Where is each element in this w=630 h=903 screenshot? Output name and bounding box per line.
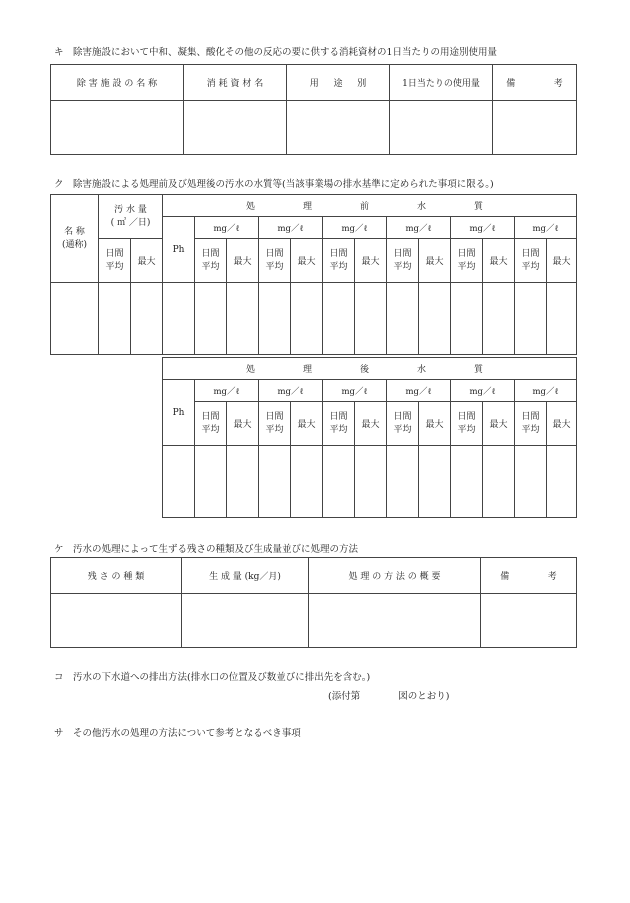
max-label: 最大 xyxy=(547,402,577,446)
after-title: 処 理 後 水 質 xyxy=(163,358,577,380)
unit-label: mg／ℓ xyxy=(259,380,323,402)
table-cell[interactable] xyxy=(287,101,390,155)
unit-label: mg／ℓ xyxy=(387,380,451,402)
flow-max: 最大 xyxy=(131,239,163,283)
section-sa-heading: サ その他汚水の処理の方法について参考となるべき事項 xyxy=(54,728,301,739)
residue-table xyxy=(50,557,577,648)
table-cell[interactable] xyxy=(51,283,99,355)
table-cell[interactable] xyxy=(323,446,355,518)
table-cell[interactable] xyxy=(547,283,577,355)
daily-avg-label: 日間 平均 xyxy=(451,239,483,283)
table-cell[interactable] xyxy=(387,283,419,355)
unit-label: mg／ℓ xyxy=(515,380,577,402)
name-label: 名 称 xyxy=(64,226,85,237)
col-amount: 生 成 量 (kg／月) xyxy=(182,558,309,594)
table-cell[interactable] xyxy=(182,594,309,648)
table-cell[interactable] xyxy=(387,446,419,518)
table-cell[interactable] xyxy=(390,101,493,155)
table-cell[interactable] xyxy=(515,446,547,518)
unit-label: mg／ℓ xyxy=(323,217,387,239)
name-sub-label: (通称) xyxy=(61,239,88,250)
table-cell[interactable] xyxy=(451,446,483,518)
daily-avg-label: 日間 平均 xyxy=(387,239,419,283)
max-label: 最大 xyxy=(419,239,451,283)
table-cell[interactable] xyxy=(51,101,184,155)
daily-avg-label: 日間 平均 xyxy=(515,402,547,446)
max-label: 最大 xyxy=(355,402,387,446)
unit-label: mg／ℓ xyxy=(515,217,577,239)
max-label: 最大 xyxy=(355,239,387,283)
table-cell[interactable] xyxy=(309,594,481,648)
col-remarks: 備 考 xyxy=(481,558,577,594)
daily-avg-label: 日間 平均 xyxy=(195,239,227,283)
daily-avg-label: 日間 平均 xyxy=(387,402,419,446)
table-cell[interactable] xyxy=(163,446,195,518)
daily-avg-label: 日間 平均 xyxy=(451,402,483,446)
table-cell[interactable] xyxy=(195,446,227,518)
table-cell[interactable] xyxy=(131,283,163,355)
daily-avg-label: 日間 平均 xyxy=(323,239,355,283)
table-cell[interactable] xyxy=(323,283,355,355)
col-material-name: 消 耗 資 材 名 xyxy=(184,65,287,101)
table-cell[interactable] xyxy=(291,446,323,518)
daily-avg-label: 日間 平均 xyxy=(259,239,291,283)
table-cell[interactable] xyxy=(419,283,451,355)
daily-avg-label: 日間 平均 xyxy=(323,402,355,446)
water-quality-before-table xyxy=(50,194,577,355)
table-cell[interactable] xyxy=(163,283,195,355)
col-method: 処 理 の 方 法 の 概 要 xyxy=(309,558,481,594)
col-remarks: 備 考 xyxy=(493,65,577,101)
flow-header xyxy=(99,195,163,239)
consumables-table xyxy=(50,64,577,155)
table-cell[interactable] xyxy=(483,446,515,518)
daily-avg-label: 日間 平均 xyxy=(515,239,547,283)
ph-label: Ph xyxy=(163,217,195,283)
before-title: 処 理 前 水 質 xyxy=(163,195,577,217)
daily-avg-label: 日間 平均 xyxy=(195,402,227,446)
max-label: 最大 xyxy=(291,402,323,446)
max-label: 最大 xyxy=(483,239,515,283)
table-cell[interactable] xyxy=(291,283,323,355)
col-daily-usage: 1日当たりの使用量 xyxy=(390,65,493,101)
table-cell[interactable] xyxy=(51,594,182,648)
section-ki-heading: キ 除害施設において中和、凝集、酸化その他の反応の要に供する消耗資材の1日当たりの用途別使用量 xyxy=(54,47,498,58)
unit-label: mg／ℓ xyxy=(195,217,259,239)
flow-unit: ( ㎥ ／日) xyxy=(110,217,151,228)
attachment-note: (添付第 図のとおり) xyxy=(328,691,450,702)
ph-label: Ph xyxy=(163,380,195,446)
table-cell[interactable] xyxy=(227,283,259,355)
col-use: 用 途 別 xyxy=(287,65,390,101)
max-label: 最大 xyxy=(227,239,259,283)
max-label: 最大 xyxy=(227,402,259,446)
section-ko-heading: コ 汚水の下水道への排出方法(排水口の位置及び数並びに排出先を含む。) xyxy=(54,672,371,683)
table-cell[interactable] xyxy=(515,283,547,355)
section-ku-heading: ク 除害施設による処理前及び処理後の汚水の水質等(当該事業場の排水基準に定められた事項に限る。) xyxy=(54,179,494,190)
table-cell[interactable] xyxy=(99,283,131,355)
unit-label: mg／ℓ xyxy=(451,380,515,402)
name-header xyxy=(51,195,99,283)
table-cell[interactable] xyxy=(259,283,291,355)
flow-label: 汚 水 量 xyxy=(114,204,147,215)
unit-label: mg／ℓ xyxy=(259,217,323,239)
unit-label: mg／ℓ xyxy=(195,380,259,402)
max-label: 最大 xyxy=(547,239,577,283)
table-cell[interactable] xyxy=(195,283,227,355)
table-cell[interactable] xyxy=(547,446,577,518)
max-label: 最大 xyxy=(483,402,515,446)
table-cell[interactable] xyxy=(451,283,483,355)
table-cell[interactable] xyxy=(481,594,577,648)
table-cell[interactable] xyxy=(355,283,387,355)
table-cell[interactable] xyxy=(355,446,387,518)
max-label: 最大 xyxy=(419,402,451,446)
water-quality-after-table xyxy=(162,357,577,518)
unit-label: mg／ℓ xyxy=(323,380,387,402)
col-facility-name: 除 害 施 設 の 名 称 xyxy=(51,65,184,101)
table-cell[interactable] xyxy=(184,101,287,155)
col-residue-type: 残 さ の 種 類 xyxy=(51,558,182,594)
table-cell[interactable] xyxy=(419,446,451,518)
flow-daily-avg: 日間 平均 xyxy=(99,239,131,283)
table-cell[interactable] xyxy=(227,446,259,518)
table-cell[interactable] xyxy=(259,446,291,518)
daily-avg-label: 日間 平均 xyxy=(259,402,291,446)
table-cell[interactable] xyxy=(483,283,515,355)
unit-label: mg／ℓ xyxy=(451,217,515,239)
table-cell[interactable] xyxy=(493,101,577,155)
max-label: 最大 xyxy=(291,239,323,283)
unit-label: mg／ℓ xyxy=(387,217,451,239)
section-ke-heading: ケ 汚水の処理によって生ずる残さの種類及び生成量並びに処理の方法 xyxy=(54,544,359,555)
